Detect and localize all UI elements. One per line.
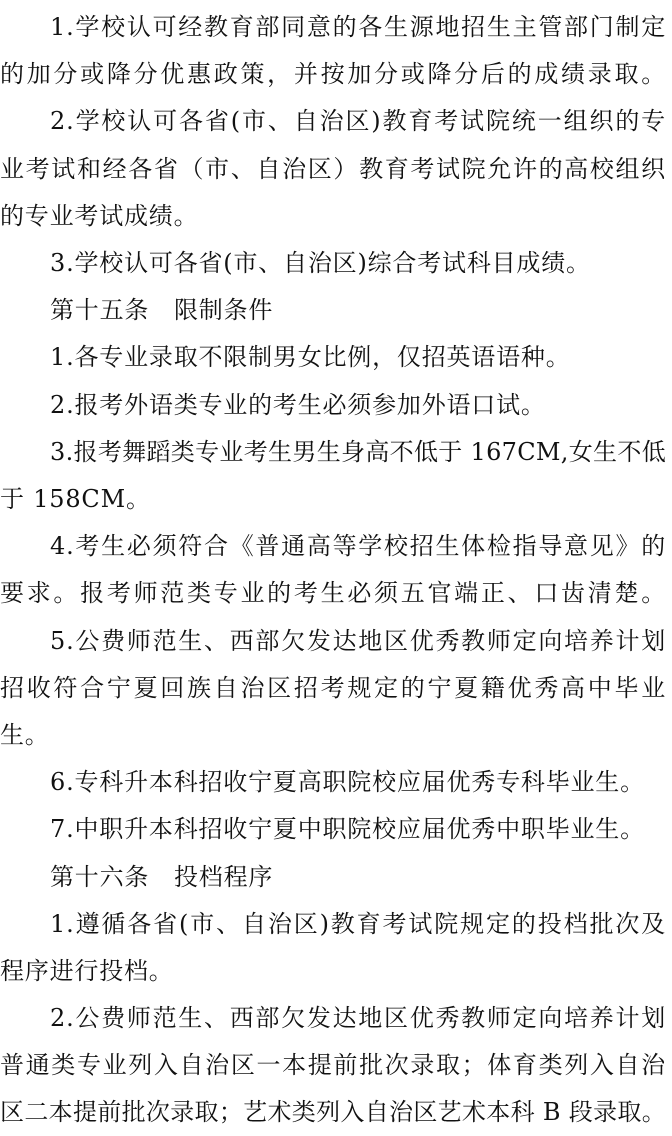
text-line: 1.遵循各省(市、自治区)教育考试院规定的投档批次及 <box>50 910 666 938</box>
text-line: 2.公费师范生、西部欠发达地区优秀教师定向培养计划 <box>50 1004 666 1032</box>
text-line: 要求。报考师范类专业的考生必须五官端正、口齿清楚。 <box>0 579 666 607</box>
text-line: 3.报考舞蹈类专业考生男生身高不低于 167CM,女生不低 <box>50 438 666 466</box>
text-line: 6.专科升本科招收宁夏高职院校应届优秀专科毕业生。 <box>50 768 645 796</box>
text-line: 普通类专业列入自治区一本提前批次录取；体育类列入自治 <box>0 1051 666 1079</box>
text-line: 业考试和经各省（市、自治区）教育考试院允许的高校组织 <box>0 155 666 183</box>
text-line: 区二本提前批次录取；艺术类列入自治区艺术本科 B 段录取。 <box>0 1098 666 1126</box>
text-line: 的加分或降分优惠政策，并按加分或降分后的成绩录取。 <box>0 60 666 88</box>
text-line: 于 158CM。 <box>0 485 151 513</box>
text-line: 5.公费师范生、西部欠发达地区优秀教师定向培养计划 <box>50 627 666 655</box>
text-line: 招收符合宁夏回族自治区招考规定的宁夏籍优秀高中毕业 <box>0 674 666 702</box>
text-line: 2.学校认可各省(市、自治区)教育考试院统一组织的专 <box>50 107 666 135</box>
section-heading: 第十五条 限制条件 <box>50 296 274 324</box>
text-line: 4.考生必须符合《普通高等学校招生体检指导意见》的 <box>50 532 666 560</box>
text-line: 的专业考试成绩。 <box>0 202 199 230</box>
section-heading: 第十六条 投档程序 <box>50 863 274 891</box>
text-line: 3.学校认可各省(市、自治区)综合考试科目成绩。 <box>50 249 591 277</box>
text-line: 1.各专业录取不限制男女比例，仅招英语语种。 <box>50 343 571 371</box>
text-line: 7.中职升本科招收宁夏中职院校应届优秀中职毕业生。 <box>50 815 645 843</box>
text-line: 1.学校认可经教育部同意的各生源地招生主管部门制定 <box>50 13 666 41</box>
text-line: 2.报考外语类专业的考生必须参加外语口试。 <box>50 391 546 419</box>
text-line: 程序进行投档。 <box>0 957 174 985</box>
text-line: 生。 <box>0 721 50 749</box>
